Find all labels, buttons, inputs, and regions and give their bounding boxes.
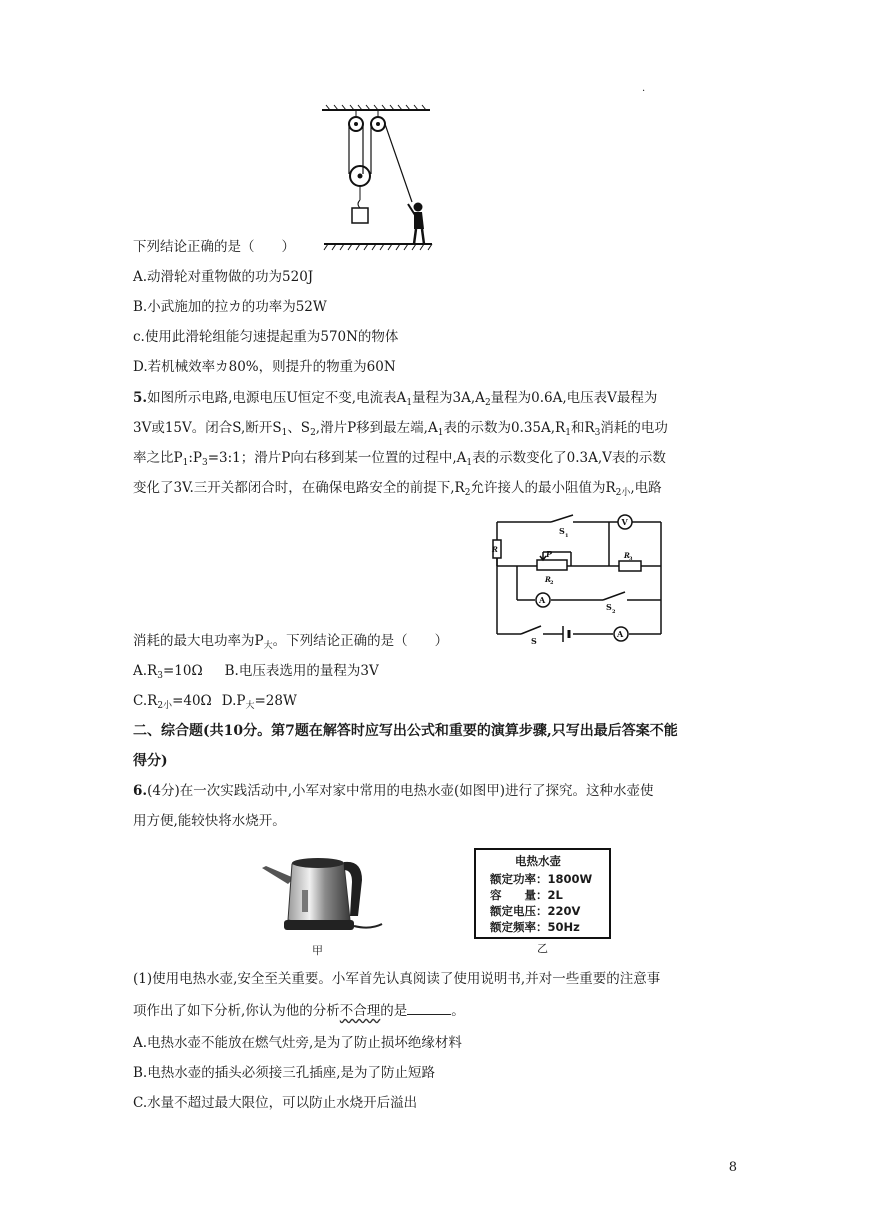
q6-line-1	[133, 782, 654, 800]
q5-option-a: =10Ω	[162, 663, 203, 679]
q5-option-d: =28W	[254, 693, 297, 709]
q6-sub1-line-2	[133, 1002, 465, 1020]
q5-line-1: 5.如图所示电路,电源电压U恒定不变,电流表$A_1$量程为$3A,A_2$量程为0.6A,电压表V最程为	[133, 390, 658, 408]
q4-option-d: D.若机械效率カ80%，则提升的物重为60N	[133, 359, 396, 375]
q6-text: (4分)在一次实践活动中,小军对家中常用的电热水壶(如图甲)进行了探究。这种水壶使	[147, 783, 654, 799]
page-number: 8	[728, 1160, 737, 1175]
q5-text: 量程为3A,A	[412, 390, 485, 406]
q6-text: 。	[451, 1003, 465, 1019]
q5-option-d: 大	[245, 701, 255, 711]
q5-text: 、S	[287, 420, 311, 436]
q5-text: 表的示数变化了0.3A,V表的示数	[472, 450, 666, 466]
q5-line-3: 率之比$P_1:P_3=3:1$；滑片P向右移到某一位置的过程中$,A_1$表的示数变化了0.3A,V表的示数	[133, 450, 666, 468]
r2-label: R	[545, 575, 551, 584]
q5-text: 允许接人的最小阻值为R	[470, 480, 616, 496]
q6-option-a: A.电热水壶不能放在燃气灶旁,是为了防止损坏绝缘材料	[133, 1035, 462, 1051]
switch-s-label: S	[531, 636, 537, 646]
q5-text: 表的示数为0.35A,R	[443, 420, 566, 436]
q5-text: 。下列结论正确的是（ ）	[272, 633, 449, 649]
q5-number: 5.	[133, 390, 148, 406]
q5-option-d: D.P	[221, 693, 246, 709]
section-heading: 二、综合题(共10分。第7题在解答时应写出公式和重要的演算步骤,只写出最后答案不能	[133, 723, 678, 739]
q6-number: 6.	[133, 783, 148, 799]
plate-title: 电热水壶	[515, 854, 561, 868]
q5-text: =3:1；滑片P向右移到某一位置的过程中,A	[207, 450, 467, 466]
slider-p-label: P	[546, 549, 553, 559]
q5-options-cd: $C.R_{2小}=40\Omega$ $D.P_大=28W$	[133, 693, 297, 711]
q6-line-2: 用方便,能较快将水烧开。	[133, 813, 286, 829]
pulley-figure	[318, 104, 438, 252]
r2-sub: 2	[550, 580, 554, 586]
q5-option-c: =40Ω	[172, 693, 212, 709]
switch-s2-sub: 2	[612, 609, 616, 615]
q6-emphasis: 不合理	[339, 1003, 381, 1019]
q5-text: ,滑片P移到最左端,A	[315, 420, 438, 436]
q5-option-c: C.R	[133, 693, 158, 709]
q5-text: :P	[188, 450, 202, 466]
r1-label: R	[492, 545, 498, 554]
q4-stem: 下列结论正确的是（ ）	[133, 239, 295, 255]
q5-option-c: 小	[163, 701, 173, 711]
switch-s1-sub: 1	[565, 533, 569, 539]
q5-text: 如图所示电路,电源电压U恒定不变,电流表A	[147, 390, 407, 406]
q5-text: ,电路	[630, 480, 662, 496]
q5-text: 消耗的最大电功率为P	[133, 633, 264, 649]
q5-text: 大	[263, 641, 273, 651]
q4-option-a: A.动滑轮对重物做的功为520J	[133, 269, 314, 285]
answer-blank[interactable]	[407, 1002, 451, 1015]
q5-text: 3V或15V。闭合S,断开S	[133, 420, 282, 436]
q5-option-a: A.R	[133, 663, 158, 679]
figure-label-b: 乙	[537, 942, 548, 955]
q5-text: 变化了3V.三开关都闭合时，在确保电路安全的前提下,R	[133, 480, 465, 496]
voltmeter-label: V	[621, 517, 628, 527]
q6-sub1-line-1: (1)使用电热水壶,安全至关重要。小军首先认真阅读了使用说明书,并对一些重要的注意事	[133, 971, 661, 987]
plate-frequency: 额定频率：50Hz	[490, 920, 580, 934]
plate-capacity: 容 量：2L	[490, 888, 563, 902]
switch-s1-label: S	[559, 526, 565, 536]
section-heading-cont: 得分)	[133, 753, 168, 769]
kettle-image	[258, 850, 386, 942]
figure-label-a: 甲	[312, 944, 323, 957]
r3-label: R	[624, 551, 630, 560]
ammeter-a1-label: A	[617, 629, 624, 639]
q5-line-2: 3V或15V。闭合S,断开$S_1$、$S_2$,滑片P移到最左端$,A_1$表的示数为$0.35A,R_1$和$R_3$消耗的电功	[133, 420, 668, 438]
q5-text: 小	[621, 488, 631, 498]
switch-s2-label: S	[606, 602, 612, 612]
q5-text: 和R	[570, 420, 595, 436]
q5-line-5	[133, 632, 448, 655]
corner-mark: .	[642, 83, 646, 94]
q5-option-b: B.电压表选用的量程为3V	[224, 663, 379, 679]
plate-power: 额定功率：1800W	[490, 872, 593, 886]
q6-option-b: B.电热水壶的插头必须接三孔插座,是为了防止短路	[133, 1065, 436, 1081]
q5-line-4: 变化了3V.三开关都闭合时，在确保电路安全的前提下$,R_2$允许接人的最小阻值为$R_{2小}$,电路	[133, 480, 662, 498]
q6-option-c: C.水量不超过最大限位，可以防止水烧开后溢出	[133, 1095, 418, 1111]
plate-voltage: 额定电压：220V	[490, 904, 581, 918]
q5-text: 量程为0.6A,电压表V最程为	[490, 390, 658, 406]
r3-sub: 3	[629, 556, 633, 562]
rating-plate	[474, 848, 611, 939]
q4-option-c: c.使用此滑轮组能匀速提起重为570N的物体	[133, 329, 399, 345]
q5-text: 率之比P	[133, 450, 183, 466]
q6-text: 的是	[380, 1003, 408, 1019]
q5-options-ab: $A.R_3=10\Omega$ B.电压表选用的量程为3V	[133, 663, 379, 681]
circuit-diagram	[493, 512, 673, 648]
q5-text: 消耗的电功	[600, 420, 668, 436]
q4-option-b: B.小武施加的拉カ的功率为52W	[133, 299, 327, 315]
ammeter-a2-label: A	[539, 595, 546, 605]
q6-text: 项作出了如下分析,你认为他的分析	[133, 1003, 340, 1019]
